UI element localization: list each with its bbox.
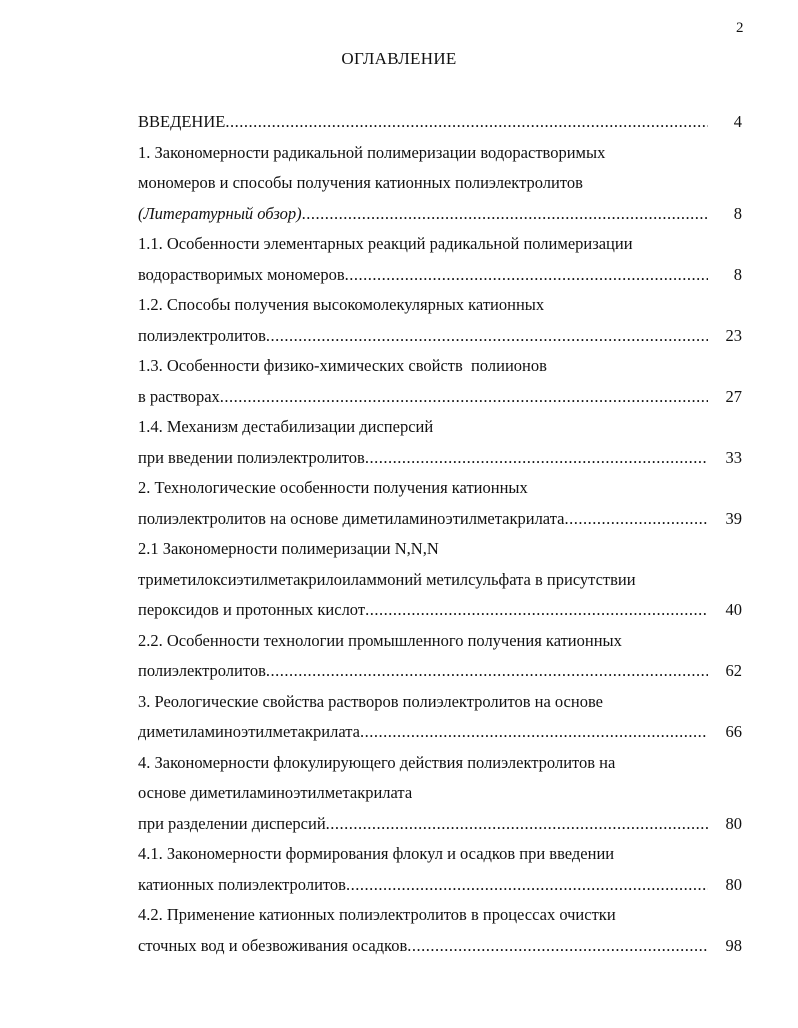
toc-entry: [138, 229, 742, 290]
toc-line: [138, 778, 742, 809]
toc-entry-text: 1. Закономерности радикальной полимеризации водорастворимых: [138, 142, 606, 162]
toc-entry-text: 1.1. Особенности элементарных реакций радикальной полимеризации: [138, 234, 633, 253]
toc-page-number: 27: [725, 386, 742, 406]
toc-entry-text: 1.4. Механизм дестабилизации дисперсий: [138, 417, 434, 436]
toc-line: [138, 199, 742, 230]
dot-leader: [225, 107, 708, 138]
toc-entry-text: 2.1 Закономерности полимеризации N,N,N: [138, 539, 439, 558]
toc-page-number: 39: [725, 508, 742, 528]
toc-line: [138, 809, 742, 840]
dot-leader: [407, 931, 708, 962]
dot-leader: [302, 199, 708, 230]
toc-line: [138, 870, 742, 901]
toc-entry-text: мономеров и способы получения катионных полиэлектролитов: [138, 173, 583, 192]
toc-entry: [138, 138, 742, 230]
toc-line: [138, 717, 742, 748]
toc-page-number: 98: [725, 935, 742, 955]
dot-leader: [220, 382, 708, 413]
toc-entry-text: пероксидов и протонных кислот: [138, 600, 366, 619]
toc-line: [138, 351, 742, 382]
dot-leader: [326, 809, 708, 840]
toc-line: [138, 534, 742, 565]
toc-entry-text: полиэлектролитов на основе диметиламиноэтилметакрилата: [138, 508, 565, 528]
page-number: 2: [736, 20, 744, 36]
toc-line: [138, 260, 742, 291]
toc-entry: [138, 687, 742, 748]
toc-line: [138, 382, 742, 413]
dot-leader: [266, 656, 708, 687]
toc-line: [138, 229, 742, 260]
toc-entry: [138, 626, 742, 687]
toc-page-number: 8: [733, 264, 742, 284]
dot-leader: [365, 595, 708, 626]
toc-entry-text: основе диметиламиноэтилметакрилата: [138, 783, 413, 802]
toc-page-number: 62: [725, 661, 742, 680]
toc-entry-text: полиэлектролитов: [138, 325, 266, 345]
toc-entry-text: диметиламиноэтилметакрилата: [138, 722, 360, 741]
toc-entry: [138, 351, 742, 412]
toc-line: [138, 687, 742, 718]
toc-line: [138, 595, 742, 626]
toc-line: [138, 900, 742, 931]
toc-line: [138, 839, 742, 870]
toc-page-number: 66: [725, 722, 742, 741]
toc-entry-text: 3. Реологические свойства растворов полиэлектролитов на основе: [138, 691, 603, 711]
toc-entry-text: 4.2. Применение катионных полиэлектролитов в процессах очистки: [138, 905, 616, 924]
dot-leader: [266, 321, 708, 352]
toc-line: [138, 138, 742, 169]
toc-entry-text: сточных вод и обезвоживания осадков: [138, 935, 408, 955]
toc-entry-text: 1.2. Способы получения высокомолекулярных катионных: [138, 295, 545, 314]
toc-entry-text: при разделении дисперсий: [138, 813, 326, 833]
toc-line: [138, 168, 742, 199]
toc-page-number: 4: [733, 112, 742, 131]
toc-entry: [138, 473, 742, 534]
toc-line: [138, 656, 742, 687]
dot-leader: [365, 443, 708, 474]
toc-entry-text: 2.2. Особенности технологии промышленного получения катионных: [138, 630, 622, 650]
toc-page-number: 8: [733, 203, 742, 223]
toc-page-number: 40: [725, 600, 742, 619]
toc-entry-text: триметилоксиэтилметакрилоиламмоний метилсульфата в присутствии: [138, 569, 636, 589]
toc-entry-text: при введении полиэлектролитов: [138, 447, 365, 467]
toc-line: [138, 931, 742, 962]
toc-entry-text: полиэлектролитов: [138, 661, 266, 680]
toc-page-number: 80: [725, 874, 742, 894]
toc-entry-text: 2. Технологические особенности получения катионных: [138, 478, 528, 497]
toc-line: [138, 504, 742, 535]
toc-entry-text: ВВЕДЕНИЕ: [138, 112, 226, 131]
toc-line: [138, 290, 742, 321]
toc-line: [138, 443, 742, 474]
toc-entry-text: в растворах: [138, 386, 220, 406]
dot-leader: [345, 260, 708, 291]
toc-entry-text: 1.3. Особенности физико-химических свойств полиионов: [138, 356, 547, 375]
toc-entry-text: (Литературный обзор): [138, 203, 302, 223]
table-of-contents: [138, 107, 742, 961]
toc-entry-text: 4.1. Закономерности формирования флокул и осадков при введении: [138, 844, 615, 863]
toc-page-number: 23: [725, 325, 742, 345]
dot-leader: [360, 717, 708, 748]
toc-entry: [138, 534, 742, 626]
toc-entry: [138, 290, 742, 351]
toc-entry: [138, 107, 742, 138]
toc-entry-text: катионных полиэлектролитов: [138, 874, 346, 894]
toc-line: [138, 626, 742, 657]
toc-entry: [138, 900, 742, 961]
toc-entry: [138, 412, 742, 473]
toc-page-number: 33: [725, 447, 742, 467]
page-title: ОГЛАВЛЕНИЕ: [341, 49, 457, 68]
dot-leader: [346, 870, 708, 901]
toc-line: [138, 473, 742, 504]
toc-entry: [138, 839, 742, 900]
toc-line: [138, 321, 742, 352]
toc-line: [138, 565, 742, 596]
toc-line: [138, 412, 742, 443]
toc-entry-text: 4. Закономерности флокулирующего действия полиэлектролитов на: [138, 752, 616, 772]
toc-entry: [138, 748, 742, 840]
toc-line: [138, 107, 742, 138]
toc-line: [138, 748, 742, 779]
toc-entry-text: водорастворимых мономеров: [138, 264, 345, 284]
toc-page-number: 80: [725, 813, 742, 833]
dot-leader: [564, 504, 708, 535]
